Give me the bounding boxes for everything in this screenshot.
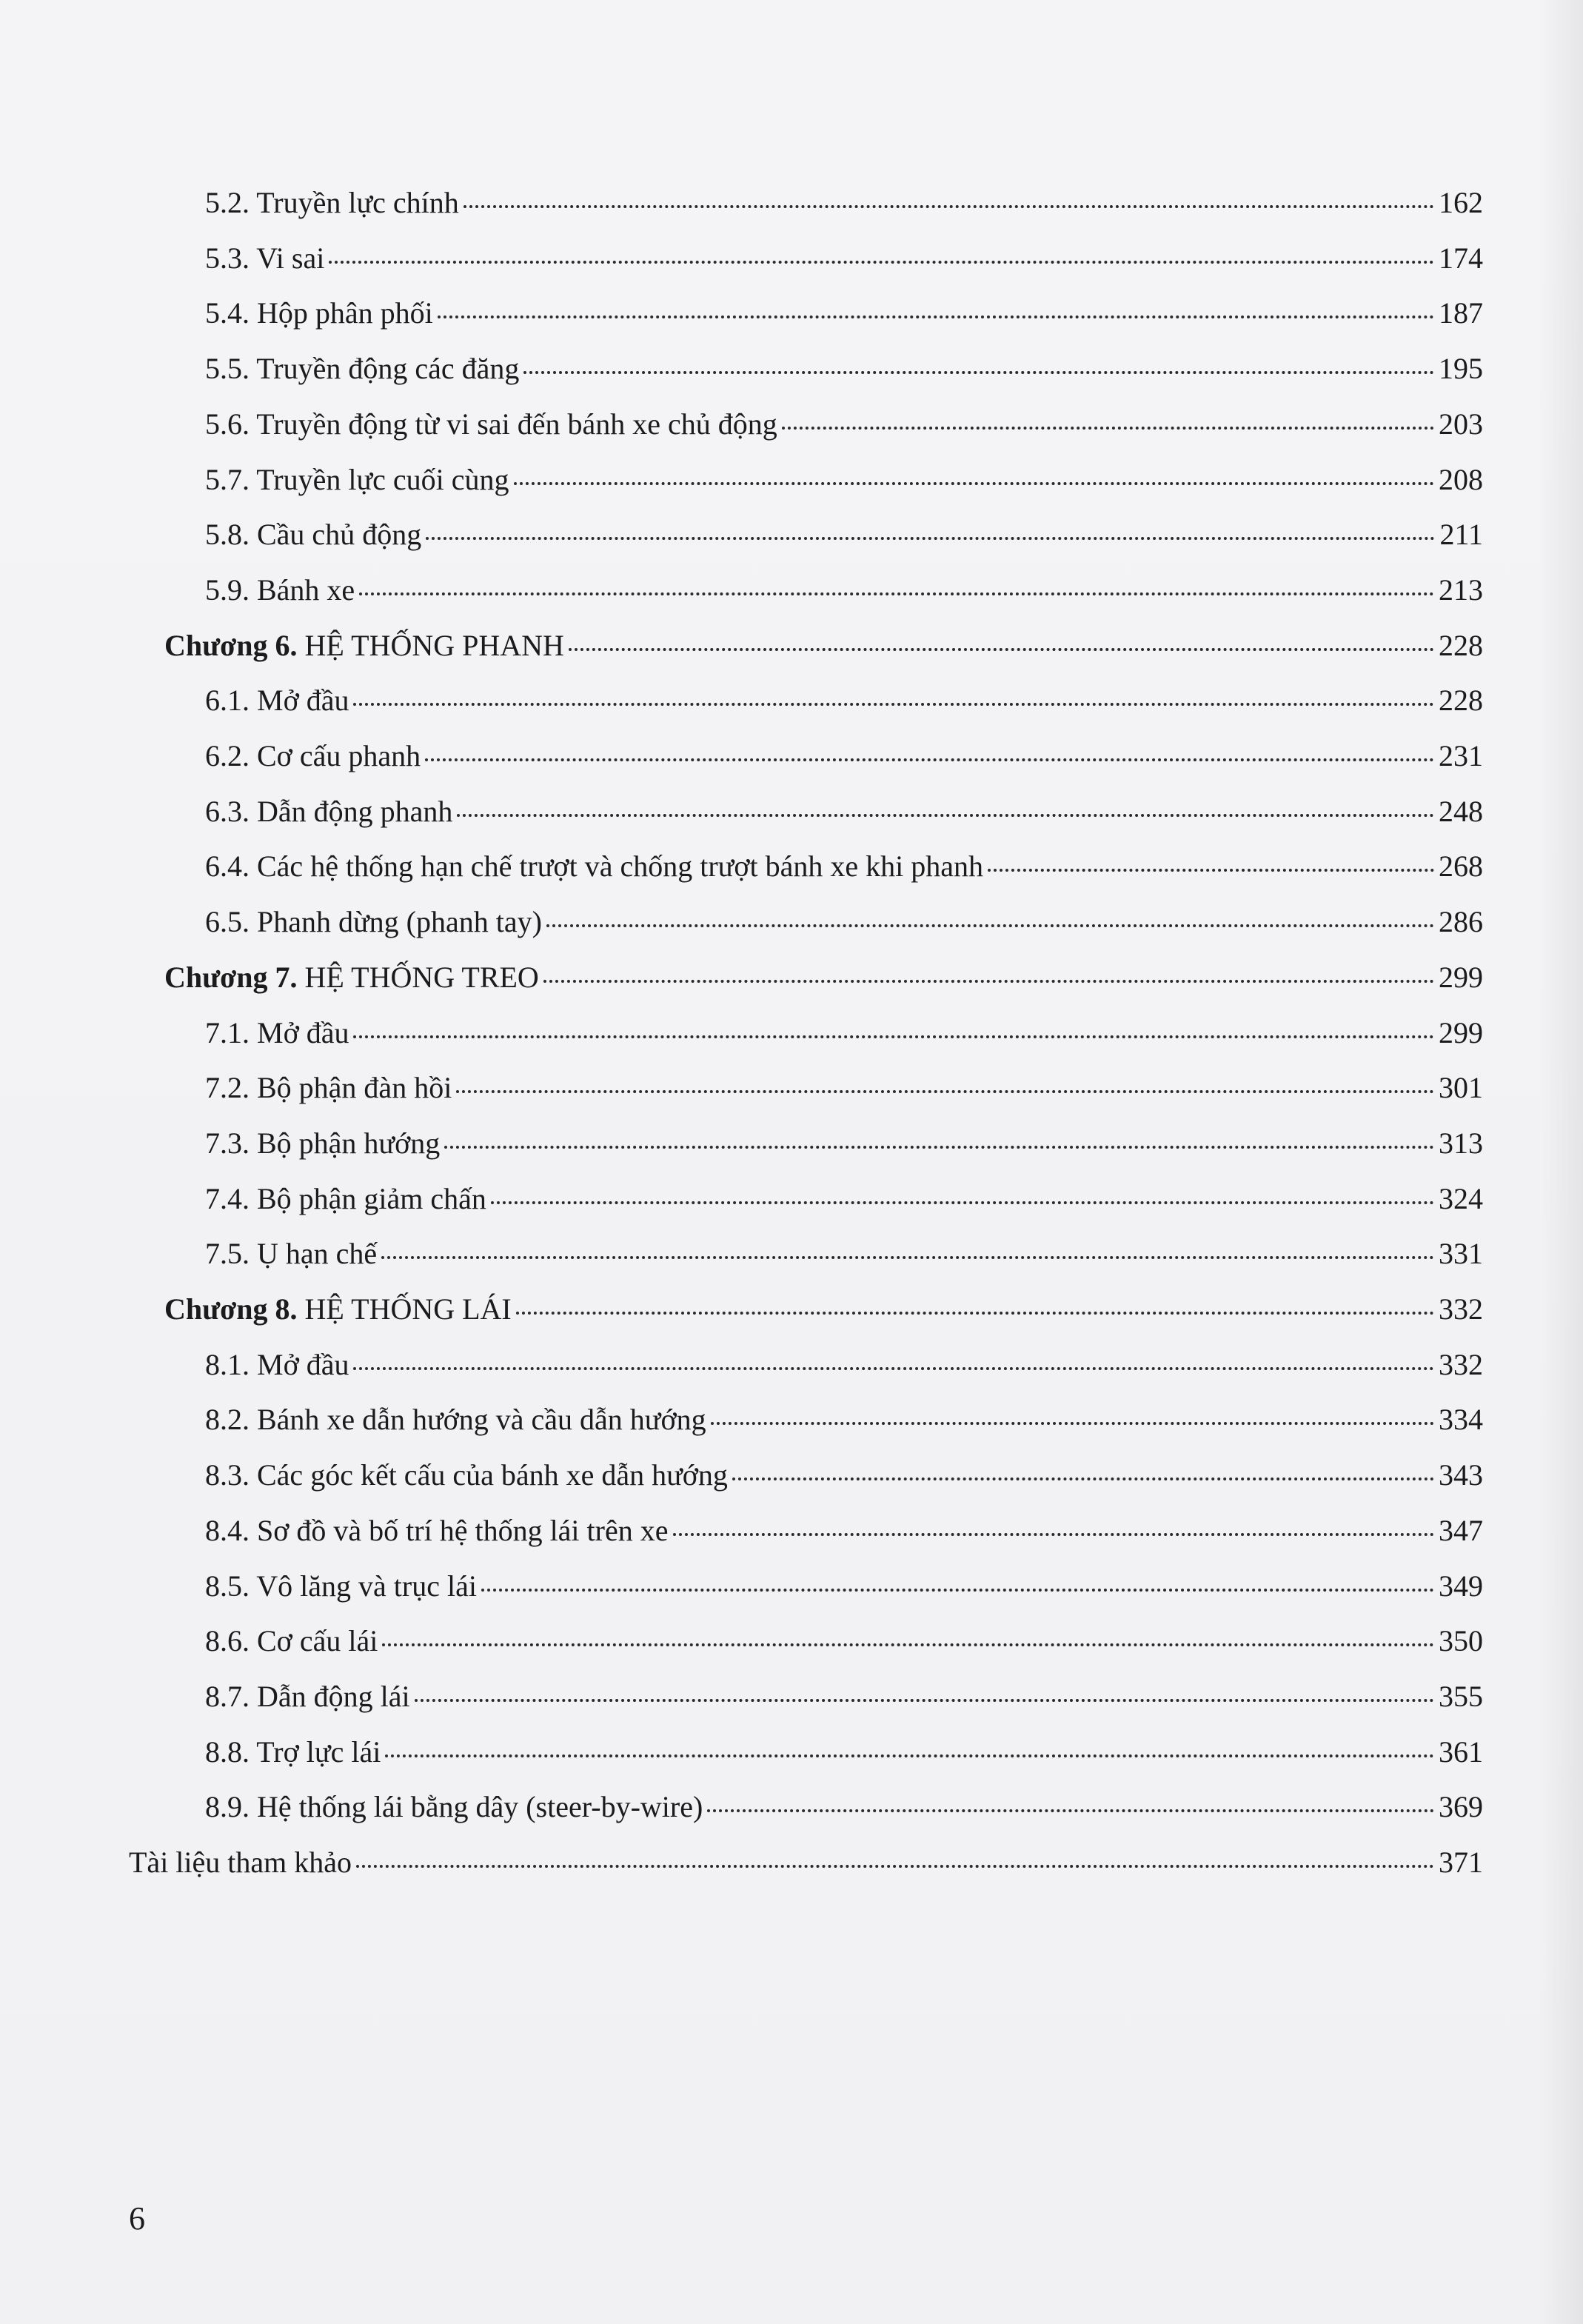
toc-entry-title: 8.8. Trợ lực lái <box>205 1735 381 1769</box>
toc-page-number: 248 <box>1439 795 1483 828</box>
toc-page-number: 332 <box>1439 1348 1483 1381</box>
dot-leader <box>329 260 1434 264</box>
toc-section-entry <box>205 1402 1483 1438</box>
toc-section-entry <box>205 407 1483 442</box>
toc-page-number: 355 <box>1439 1680 1483 1713</box>
toc-section-entry <box>205 517 1483 552</box>
toc-page-number: 231 <box>1439 739 1483 772</box>
toc-page-number: 208 <box>1439 463 1483 496</box>
toc-page-number: 343 <box>1439 1458 1483 1492</box>
toc-chapter-label: Chương 7. <box>164 961 298 994</box>
dot-leader <box>673 1532 1435 1536</box>
dot-leader <box>782 426 1434 430</box>
dot-leader <box>546 924 1434 927</box>
toc-entry-title: 6.5. Phanh dừng (phanh tay) <box>205 905 542 938</box>
dot-leader <box>514 481 1434 485</box>
toc-page-number: 369 <box>1439 1790 1483 1823</box>
toc-chapter-entry <box>164 628 1483 664</box>
toc-page-number: 211 <box>1439 518 1483 551</box>
toc-page-number: 162 <box>1439 186 1483 219</box>
toc-entry-title: 6.4. Các hệ thống hạn chế trượt và chống trượt bánh xe khi phanh <box>205 849 983 883</box>
dot-leader <box>382 1643 1434 1646</box>
toc-entry-title: 5.7. Truyền lực cuối cùng <box>205 463 509 496</box>
dot-leader <box>463 204 1434 208</box>
toc-chapter-label: Chương 6. <box>164 629 298 662</box>
toc-section-entry <box>205 1236 1483 1272</box>
toc-page-number: 213 <box>1439 573 1483 607</box>
toc-section-entry <box>205 1126 1483 1161</box>
toc-page-number: 350 <box>1439 1624 1483 1657</box>
dot-leader <box>732 1477 1434 1480</box>
dot-leader <box>353 1366 1434 1370</box>
toc-section-entry <box>205 1734 1483 1770</box>
toc-chapter-entry <box>164 1292 1483 1327</box>
toc-section-entry <box>205 794 1483 829</box>
toc-page-number: 334 <box>1439 1403 1483 1436</box>
toc-page-number: 332 <box>1439 1292 1483 1326</box>
toc-section-entry <box>205 849 1483 884</box>
toc-page-number: 203 <box>1439 407 1483 441</box>
toc-entry-title: 5.3. Vi sai <box>205 241 325 275</box>
toc-entry-title: 7.4. Bộ phận giảm chấn <box>205 1182 486 1215</box>
toc-entry-title: 8.5. Vô lăng và trục lái <box>205 1569 477 1603</box>
dot-leader <box>415 1698 1434 1702</box>
toc-section-entry <box>205 462 1483 498</box>
toc-entry-title: 5.8. Cầu chủ động <box>205 518 422 551</box>
dot-leader <box>425 758 1434 761</box>
toc-section-entry <box>205 738 1483 774</box>
toc-page-number: 195 <box>1439 352 1483 385</box>
toc-section-entry <box>205 1070 1483 1106</box>
toc-entry-title <box>164 1292 512 1327</box>
dot-leader <box>456 1089 1434 1093</box>
toc-section-entry <box>205 1623 1483 1659</box>
toc-entry-title: 8.7. Dẫn động lái <box>205 1680 410 1713</box>
toc-page-number: 349 <box>1439 1569 1483 1603</box>
toc-section-entry <box>205 185 1483 221</box>
toc-entry-title: Tài liệu tham khảo <box>129 1846 352 1879</box>
toc-chapter-label: Chương 8. <box>164 1292 298 1326</box>
page-number: 6 <box>129 2200 145 2237</box>
toc-entry-title: 8.1. Mở đầu <box>205 1348 349 1381</box>
toc-entry-title: 8.3. Các góc kết cấu của bánh xe dẫn hướng <box>205 1458 728 1492</box>
toc-page-number: 228 <box>1439 629 1483 662</box>
toc-entry-title: 5.5. Truyền động các đăng <box>205 352 520 385</box>
toc-page-number: 347 <box>1439 1514 1483 1547</box>
binding-shadow <box>1539 0 1583 2324</box>
toc-page-number: 299 <box>1439 1016 1483 1049</box>
toc-page-number: 361 <box>1439 1735 1483 1769</box>
toc-entry-title: 6.1. Mở đầu <box>205 684 349 717</box>
dot-leader <box>457 813 1434 817</box>
toc-section-entry <box>205 683 1483 718</box>
toc-chapter-title: HỆ THỐNG TREO <box>297 961 539 994</box>
toc-entry-title: 5.4. Hộp phân phối <box>205 296 433 330</box>
toc-entry-title: 5.2. Truyền lực chính <box>205 186 459 219</box>
toc-entry-title: 7.1. Mở đầu <box>205 1016 349 1049</box>
dot-leader <box>359 592 1434 595</box>
toc-chapter-title: HỆ THỐNG PHANH <box>297 629 564 662</box>
toc-entry-title: 7.5. Ụ hạn chế <box>205 1237 378 1270</box>
toc-page-number: 174 <box>1439 241 1483 275</box>
dot-leader <box>438 315 1434 318</box>
toc-section-entry <box>205 1181 1483 1217</box>
toc-page-number: 299 <box>1439 961 1483 994</box>
toc-entry-title: 5.6. Truyền động từ vi sai đến bánh xe chủ động <box>205 407 777 441</box>
dot-leader <box>988 868 1434 872</box>
dot-leader <box>523 370 1434 374</box>
dot-leader <box>481 1588 1434 1592</box>
toc-page-number: 331 <box>1439 1237 1483 1270</box>
toc-page-number: 313 <box>1439 1126 1483 1160</box>
toc-page-number: 371 <box>1439 1846 1483 1879</box>
dot-leader <box>707 1809 1434 1812</box>
dot-leader <box>356 1864 1434 1868</box>
toc-entry-title <box>164 628 564 664</box>
dot-leader <box>711 1421 1434 1425</box>
toc-section-entry <box>205 572 1483 608</box>
dot-leader <box>491 1201 1434 1204</box>
toc-section-entry <box>205 241 1483 276</box>
toc-section-entry <box>205 295 1483 331</box>
toc-page-number: 268 <box>1439 849 1483 883</box>
toc-entry-title: 6.2. Cơ cấu phanh <box>205 739 421 772</box>
toc-entry-title: 6.3. Dẫn động phanh <box>205 795 453 828</box>
toc-page-number: 301 <box>1439 1071 1483 1104</box>
toc-section-entry <box>205 1679 1483 1714</box>
toc-page-number: 324 <box>1439 1182 1483 1215</box>
toc-entry-title: 8.9. Hệ thống lái bằng dây (steer-by-wire) <box>205 1790 703 1823</box>
toc-page-number: 286 <box>1439 905 1483 938</box>
dot-leader <box>353 1035 1434 1038</box>
toc-entry-title: 7.3. Bộ phận hướng <box>205 1126 441 1160</box>
toc-chapter-entry <box>164 960 1483 995</box>
dot-leader <box>444 1145 1434 1149</box>
dot-leader <box>381 1255 1434 1259</box>
toc-chapter-title: HỆ THỐNG LÁI <box>297 1292 512 1326</box>
toc-entry-title <box>164 960 539 995</box>
toc-section-entry <box>205 1513 1483 1549</box>
toc-section-entry <box>205 1347 1483 1383</box>
dot-leader <box>385 1754 1434 1757</box>
toc-entry-title: 8.2. Bánh xe dẫn hướng và cầu dẫn hướng <box>205 1403 706 1436</box>
dot-leader <box>516 1311 1434 1315</box>
toc-section-entry <box>205 1457 1483 1493</box>
dot-leader <box>569 647 1434 651</box>
toc-section-entry <box>205 1015 1483 1051</box>
toc-entry-title: 5.9. Bánh xe <box>205 573 355 607</box>
dot-leader <box>353 702 1434 706</box>
toc-entry-title: 8.6. Cơ cấu lái <box>205 1624 378 1657</box>
toc-page-number: 228 <box>1439 684 1483 717</box>
toc-section-entry <box>205 1569 1483 1604</box>
toc-section-entry <box>205 1789 1483 1825</box>
dot-leader <box>543 979 1434 983</box>
toc-entry-title: 8.4. Sơ đồ và bố trí hệ thống lái trên xe <box>205 1514 669 1547</box>
dot-leader <box>426 536 1435 540</box>
toc-section-entry <box>205 904 1483 940</box>
toc-references-entry <box>129 1845 1483 1880</box>
toc-page-number: 187 <box>1439 296 1483 330</box>
toc-entry-title: 7.2. Bộ phận đàn hồi <box>205 1071 452 1104</box>
toc-section-entry <box>205 351 1483 387</box>
